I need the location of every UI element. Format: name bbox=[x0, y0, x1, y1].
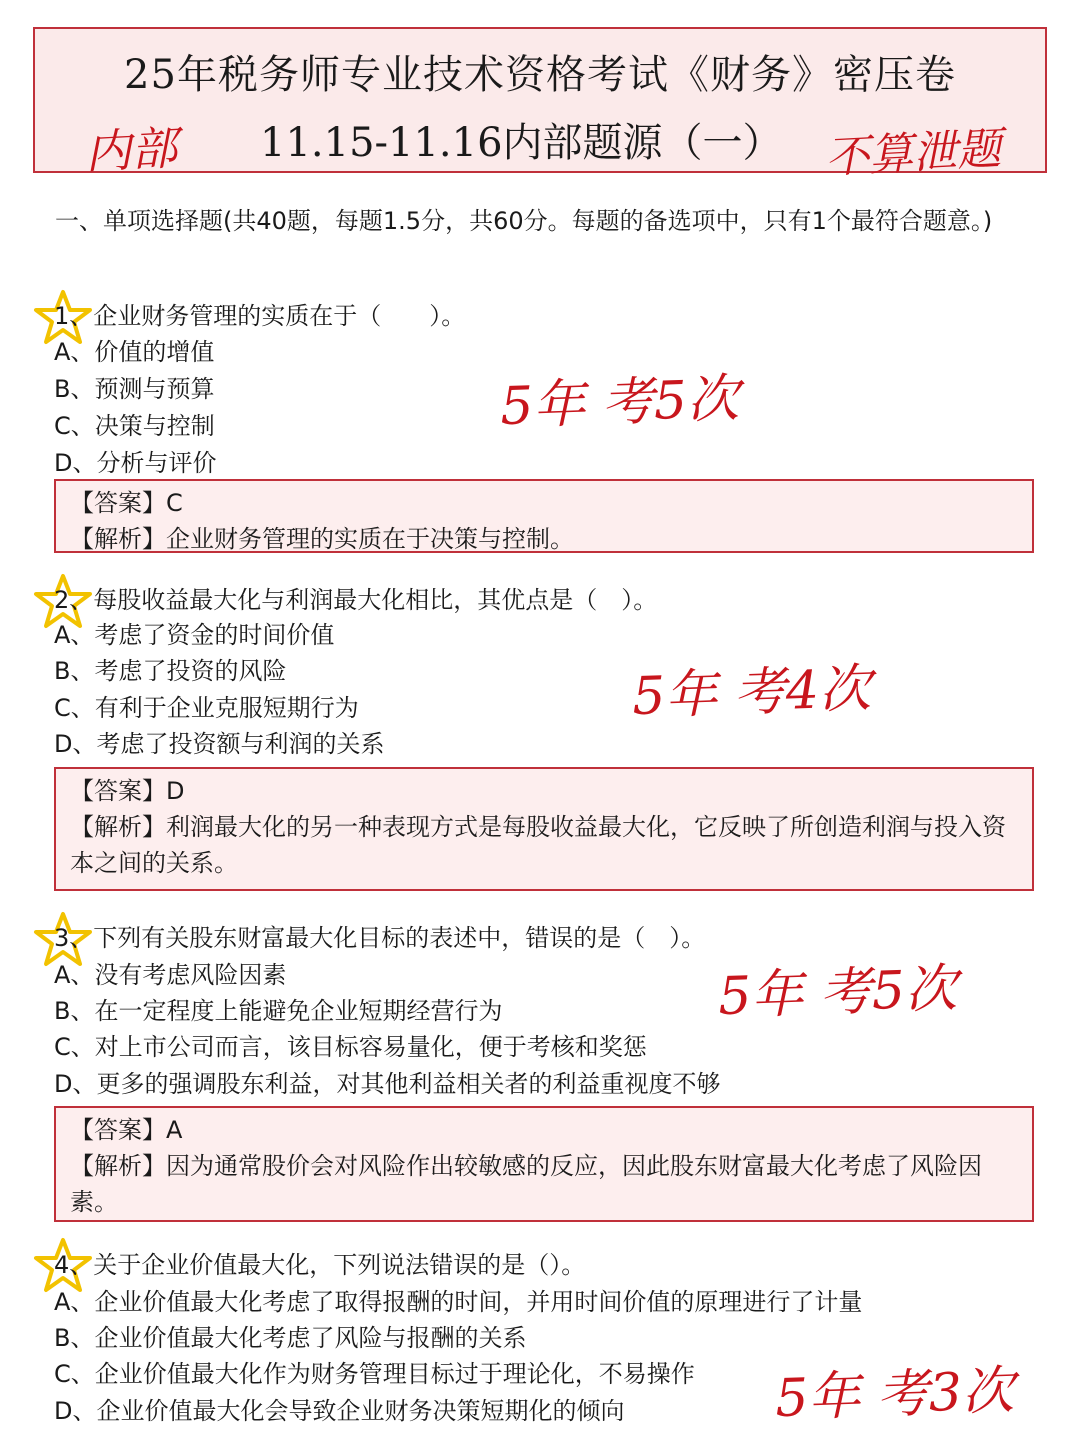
section-intro: 一、单项选择题(共40题，每题1.5分，共60分。每题的备选项中，只有1个最符合题意。) bbox=[55, 207, 993, 235]
option-d: D、更多的强调股东利益，对其他利益相关者的利益重视度不够 bbox=[54, 1070, 721, 1098]
option-a: A、考虑了资金的时间价值 bbox=[54, 621, 335, 649]
question-4 bbox=[54, 1249, 585, 1281]
option-d: D、分析与评价 bbox=[54, 449, 217, 477]
option-d: D、企业价值最大化会导致企业财务决策短期化的倾向 bbox=[54, 1397, 625, 1425]
question-number: 3、 bbox=[54, 924, 94, 952]
handwritten-disclaimer-label: 不算泄题 bbox=[824, 123, 1003, 184]
option-c: C、有利于企业克服短期行为 bbox=[54, 694, 359, 722]
option-c: C、决策与控制 bbox=[54, 412, 215, 440]
question-2 bbox=[54, 584, 657, 616]
question-stem: 下列有关股东财富最大化目标的表述中，错误的是（ ）。 bbox=[93, 924, 706, 952]
handwritten-internal-label: 内部 bbox=[83, 120, 179, 180]
question-stem: 关于企业价值最大化，下列说法错误的是（）。 bbox=[93, 1251, 586, 1279]
page-subtitle: 11.15-11.16内部题源（一） bbox=[260, 120, 783, 166]
title-banner bbox=[33, 27, 1047, 184]
answer-box bbox=[54, 1106, 1034, 1222]
answer-text: 【答案】A bbox=[70, 1116, 183, 1144]
option-b: B、考虑了投资的风险 bbox=[54, 657, 287, 685]
option-b: B、在一定程度上能避免企业短期经营行为 bbox=[54, 997, 503, 1025]
option-a: A、没有考虑风险因素 bbox=[54, 961, 287, 989]
question-number: 2、 bbox=[54, 586, 94, 614]
question-stem: 企业财务管理的实质在于（ ）。 bbox=[93, 302, 466, 330]
answer-text: 【答案】C bbox=[70, 489, 183, 517]
option-b: B、企业价值最大化考虑了风险与报酬的关系 bbox=[54, 1324, 527, 1352]
question-stem: 每股收益最大化与利润最大化相比，其优点是（ ）。 bbox=[93, 586, 658, 614]
option-d: D、考虑了投资额与利润的关系 bbox=[54, 730, 385, 758]
analysis-text: 【解析】企业财务管理的实质在于决策与控制。 bbox=[70, 525, 574, 553]
option-a: A、企业价值最大化考虑了取得报酬的时间，并用时间价值的原理进行了计量 bbox=[54, 1288, 863, 1316]
answer-box bbox=[54, 767, 1034, 891]
question-number: 1、 bbox=[54, 302, 94, 330]
handwritten-exam-frequency: 5年 考3次 bbox=[774, 1360, 1015, 1430]
handwritten-exam-frequency: 5年 考5次 bbox=[499, 368, 740, 438]
handwritten-exam-frequency: 5年 考5次 bbox=[717, 958, 958, 1028]
question-3 bbox=[54, 922, 705, 954]
option-c: C、企业价值最大化作为财务管理目标过于理论化，不易操作 bbox=[54, 1360, 695, 1388]
option-b: B、预测与预算 bbox=[54, 375, 215, 403]
answer-text: 【答案】D bbox=[70, 777, 185, 805]
analysis-text: 【解析】因为通常股价会对风险作出较敏感的反应，因此股东财富最大化考虑了风险因素。 bbox=[70, 1152, 982, 1216]
question-number: 4、 bbox=[54, 1251, 94, 1279]
analysis-text: 【解析】利润最大化的另一种表现方式是每股收益最大化，它反映了所创造利润与投入资本之间的关系。 bbox=[70, 813, 1006, 877]
answer-box bbox=[54, 479, 1034, 553]
option-a: A、价值的增值 bbox=[54, 338, 215, 366]
handwritten-exam-frequency: 5年 考4次 bbox=[631, 658, 872, 728]
option-c: C、对上市公司而言，该目标容易量化，便于考核和奖惩 bbox=[54, 1033, 647, 1061]
question-1 bbox=[54, 300, 465, 332]
page-title: 25年税务师专业技术资格考试《财务》密压卷 bbox=[124, 52, 956, 98]
